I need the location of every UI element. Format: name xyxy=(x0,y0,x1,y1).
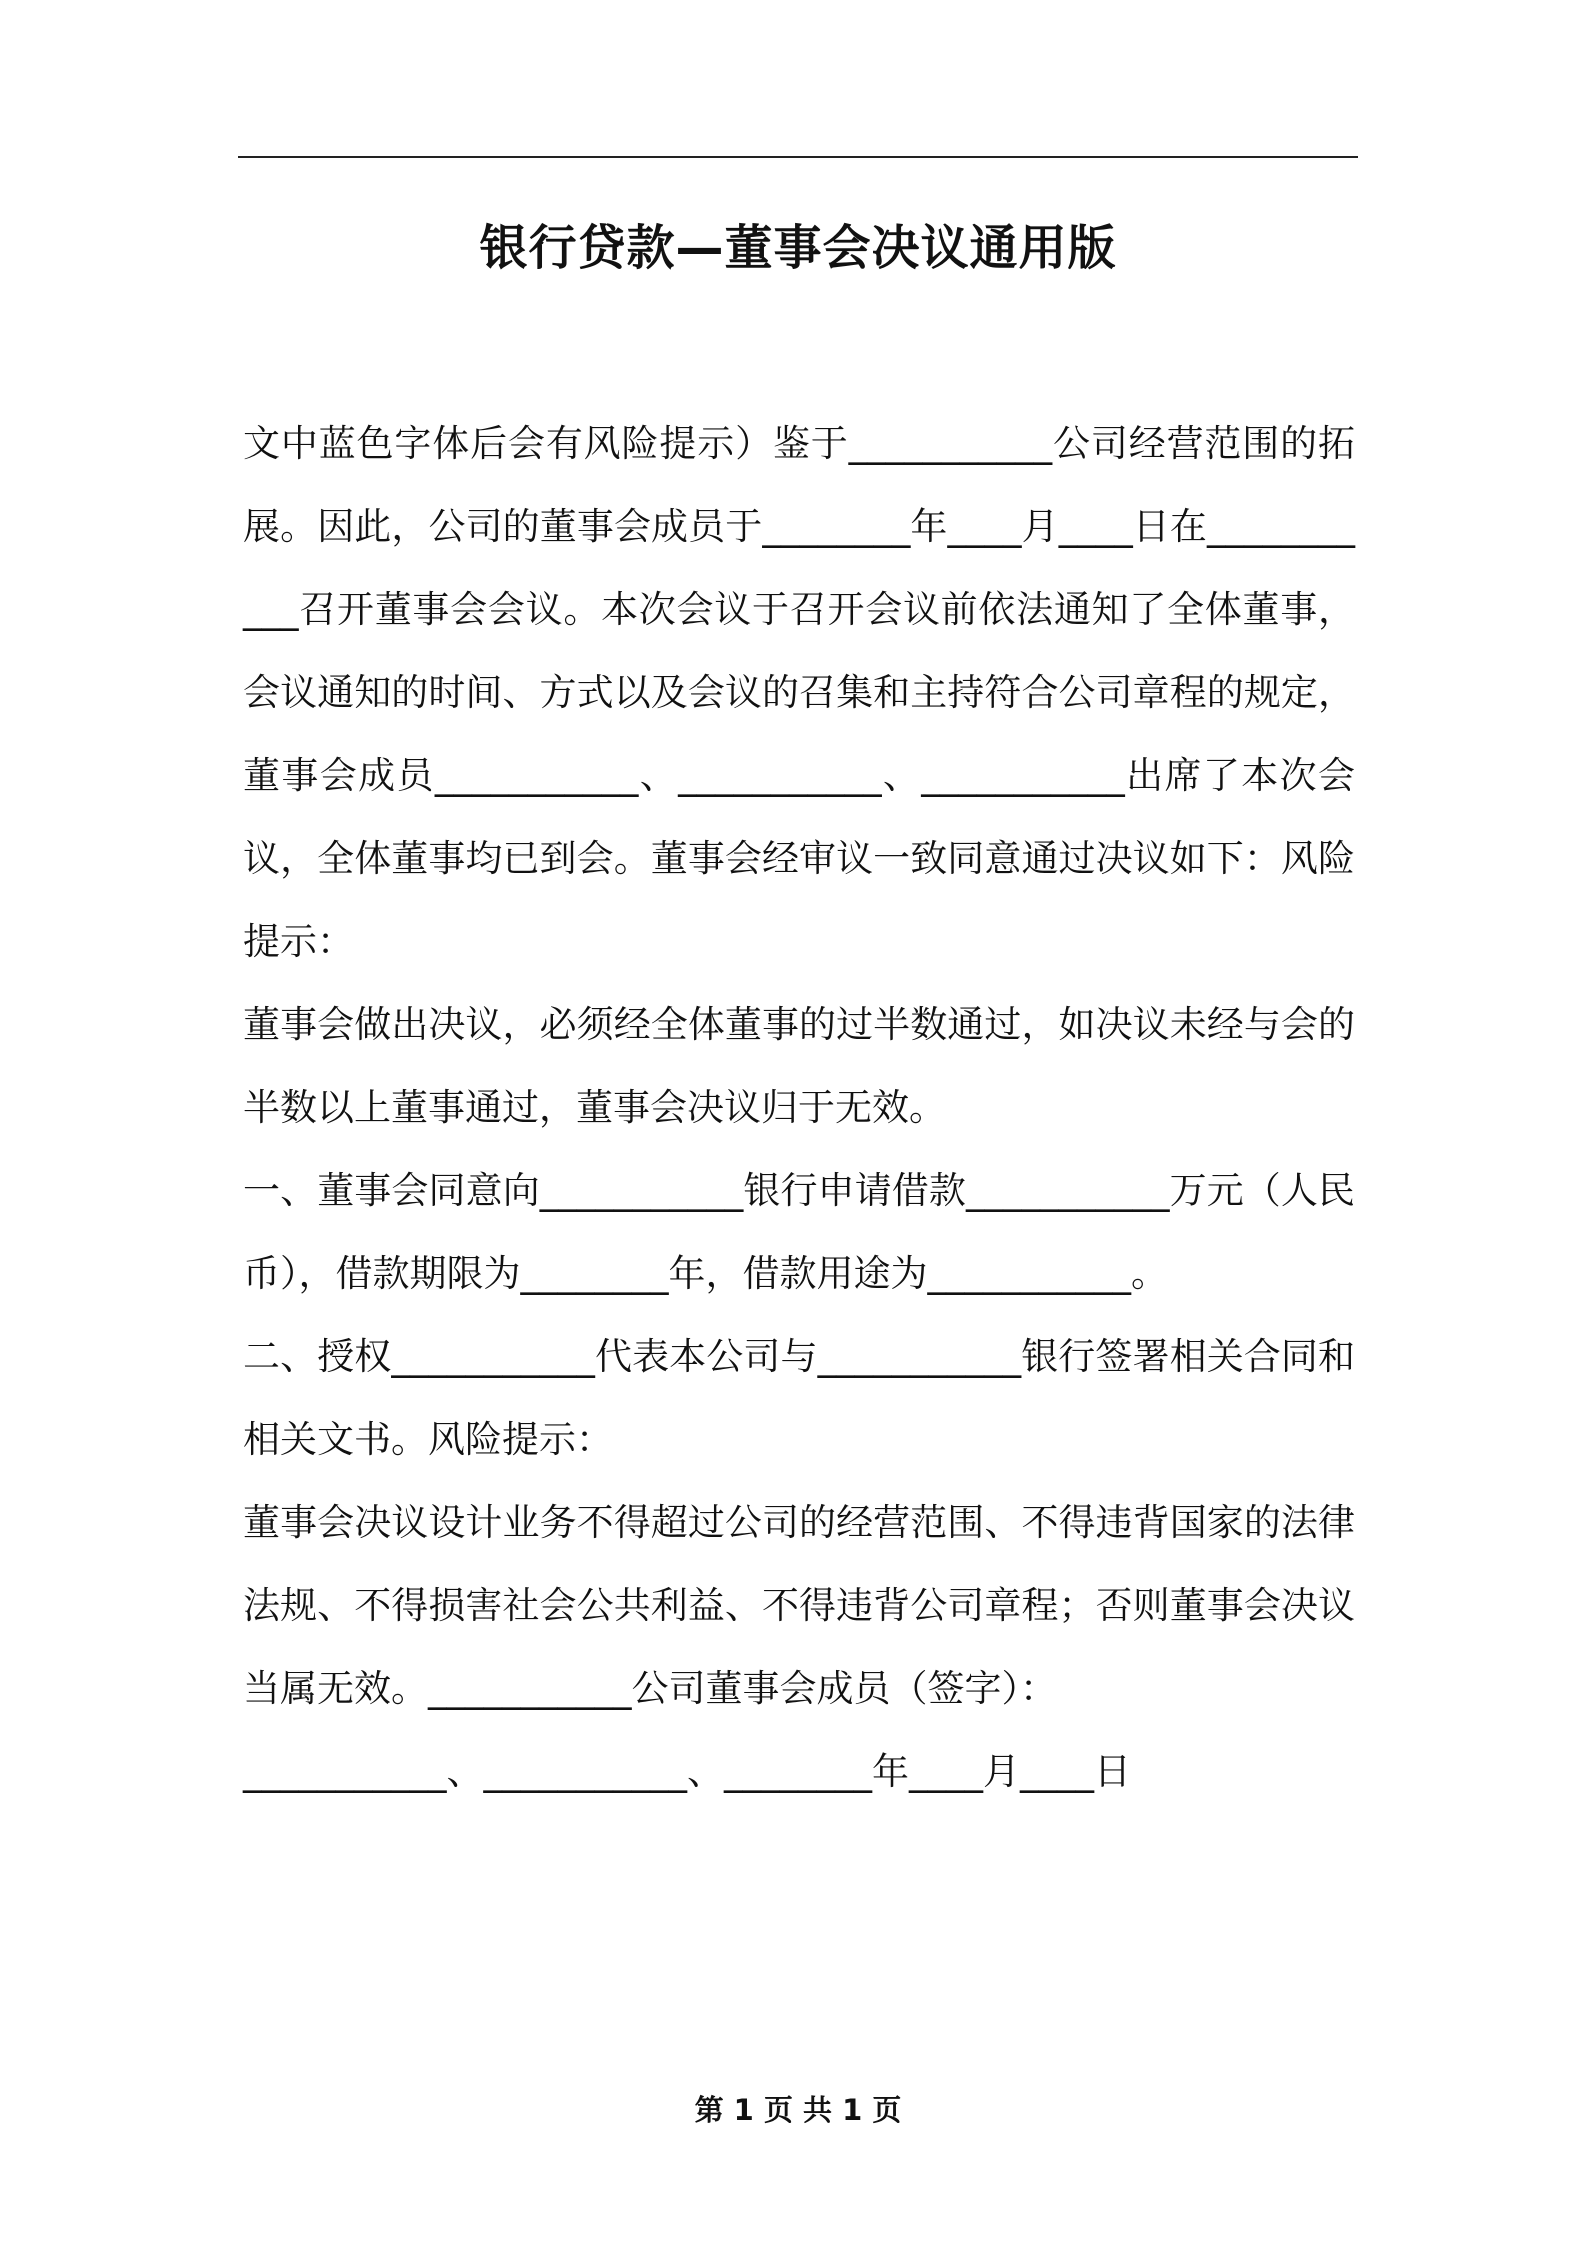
header-rule xyxy=(238,156,1358,158)
document-body xyxy=(243,402,1355,1813)
paragraph-preamble: 文中蓝色字体后会有风险提示）鉴于___________公司经营范围的拓展。因此，公司的董事会成员于________年____月____日在___________召开董事会会议。本次会议于召开会议前依法通知了全体董事，会议通知的时间、方式以及会议的召集和主持符合公司章程的规定，董事会成员___________、___________、___________出席了本次会议，全体董事均已到会。董事会经审议一致同意通过决议如下：风险提示： xyxy=(243,422,1355,963)
page-footer: 第 1 页 共 1 页 xyxy=(694,2093,902,2127)
paragraph-signature-line: ___________、___________、________年____月____日 xyxy=(243,1750,1131,1793)
paragraph-resolution-2: 二、授权___________代表本公司与___________银行签署相关合同和相关文书。风险提示： xyxy=(243,1335,1355,1461)
paragraph-resolution-1: 一、董事会同意向___________银行申请借款___________万元（人民币），借款期限为________年，借款用途为___________。 xyxy=(243,1169,1355,1295)
paragraph-risk-note-1: 董事会做出决议，必须经全体董事的过半数通过，如决议未经与会的半数以上董事通过，董事会决议归于无效。 xyxy=(243,1003,1355,1129)
paragraph-risk-note-2: 董事会决议设计业务不得超过公司的经营范围、不得违背国家的法律法规、不得损害社会公共利益、不得违背公司章程；否则董事会决议当属无效。___________公司董事会成员（签字）： xyxy=(243,1501,1355,1710)
document-title: 银行贷款—董事会决议通用版 xyxy=(479,220,1117,276)
